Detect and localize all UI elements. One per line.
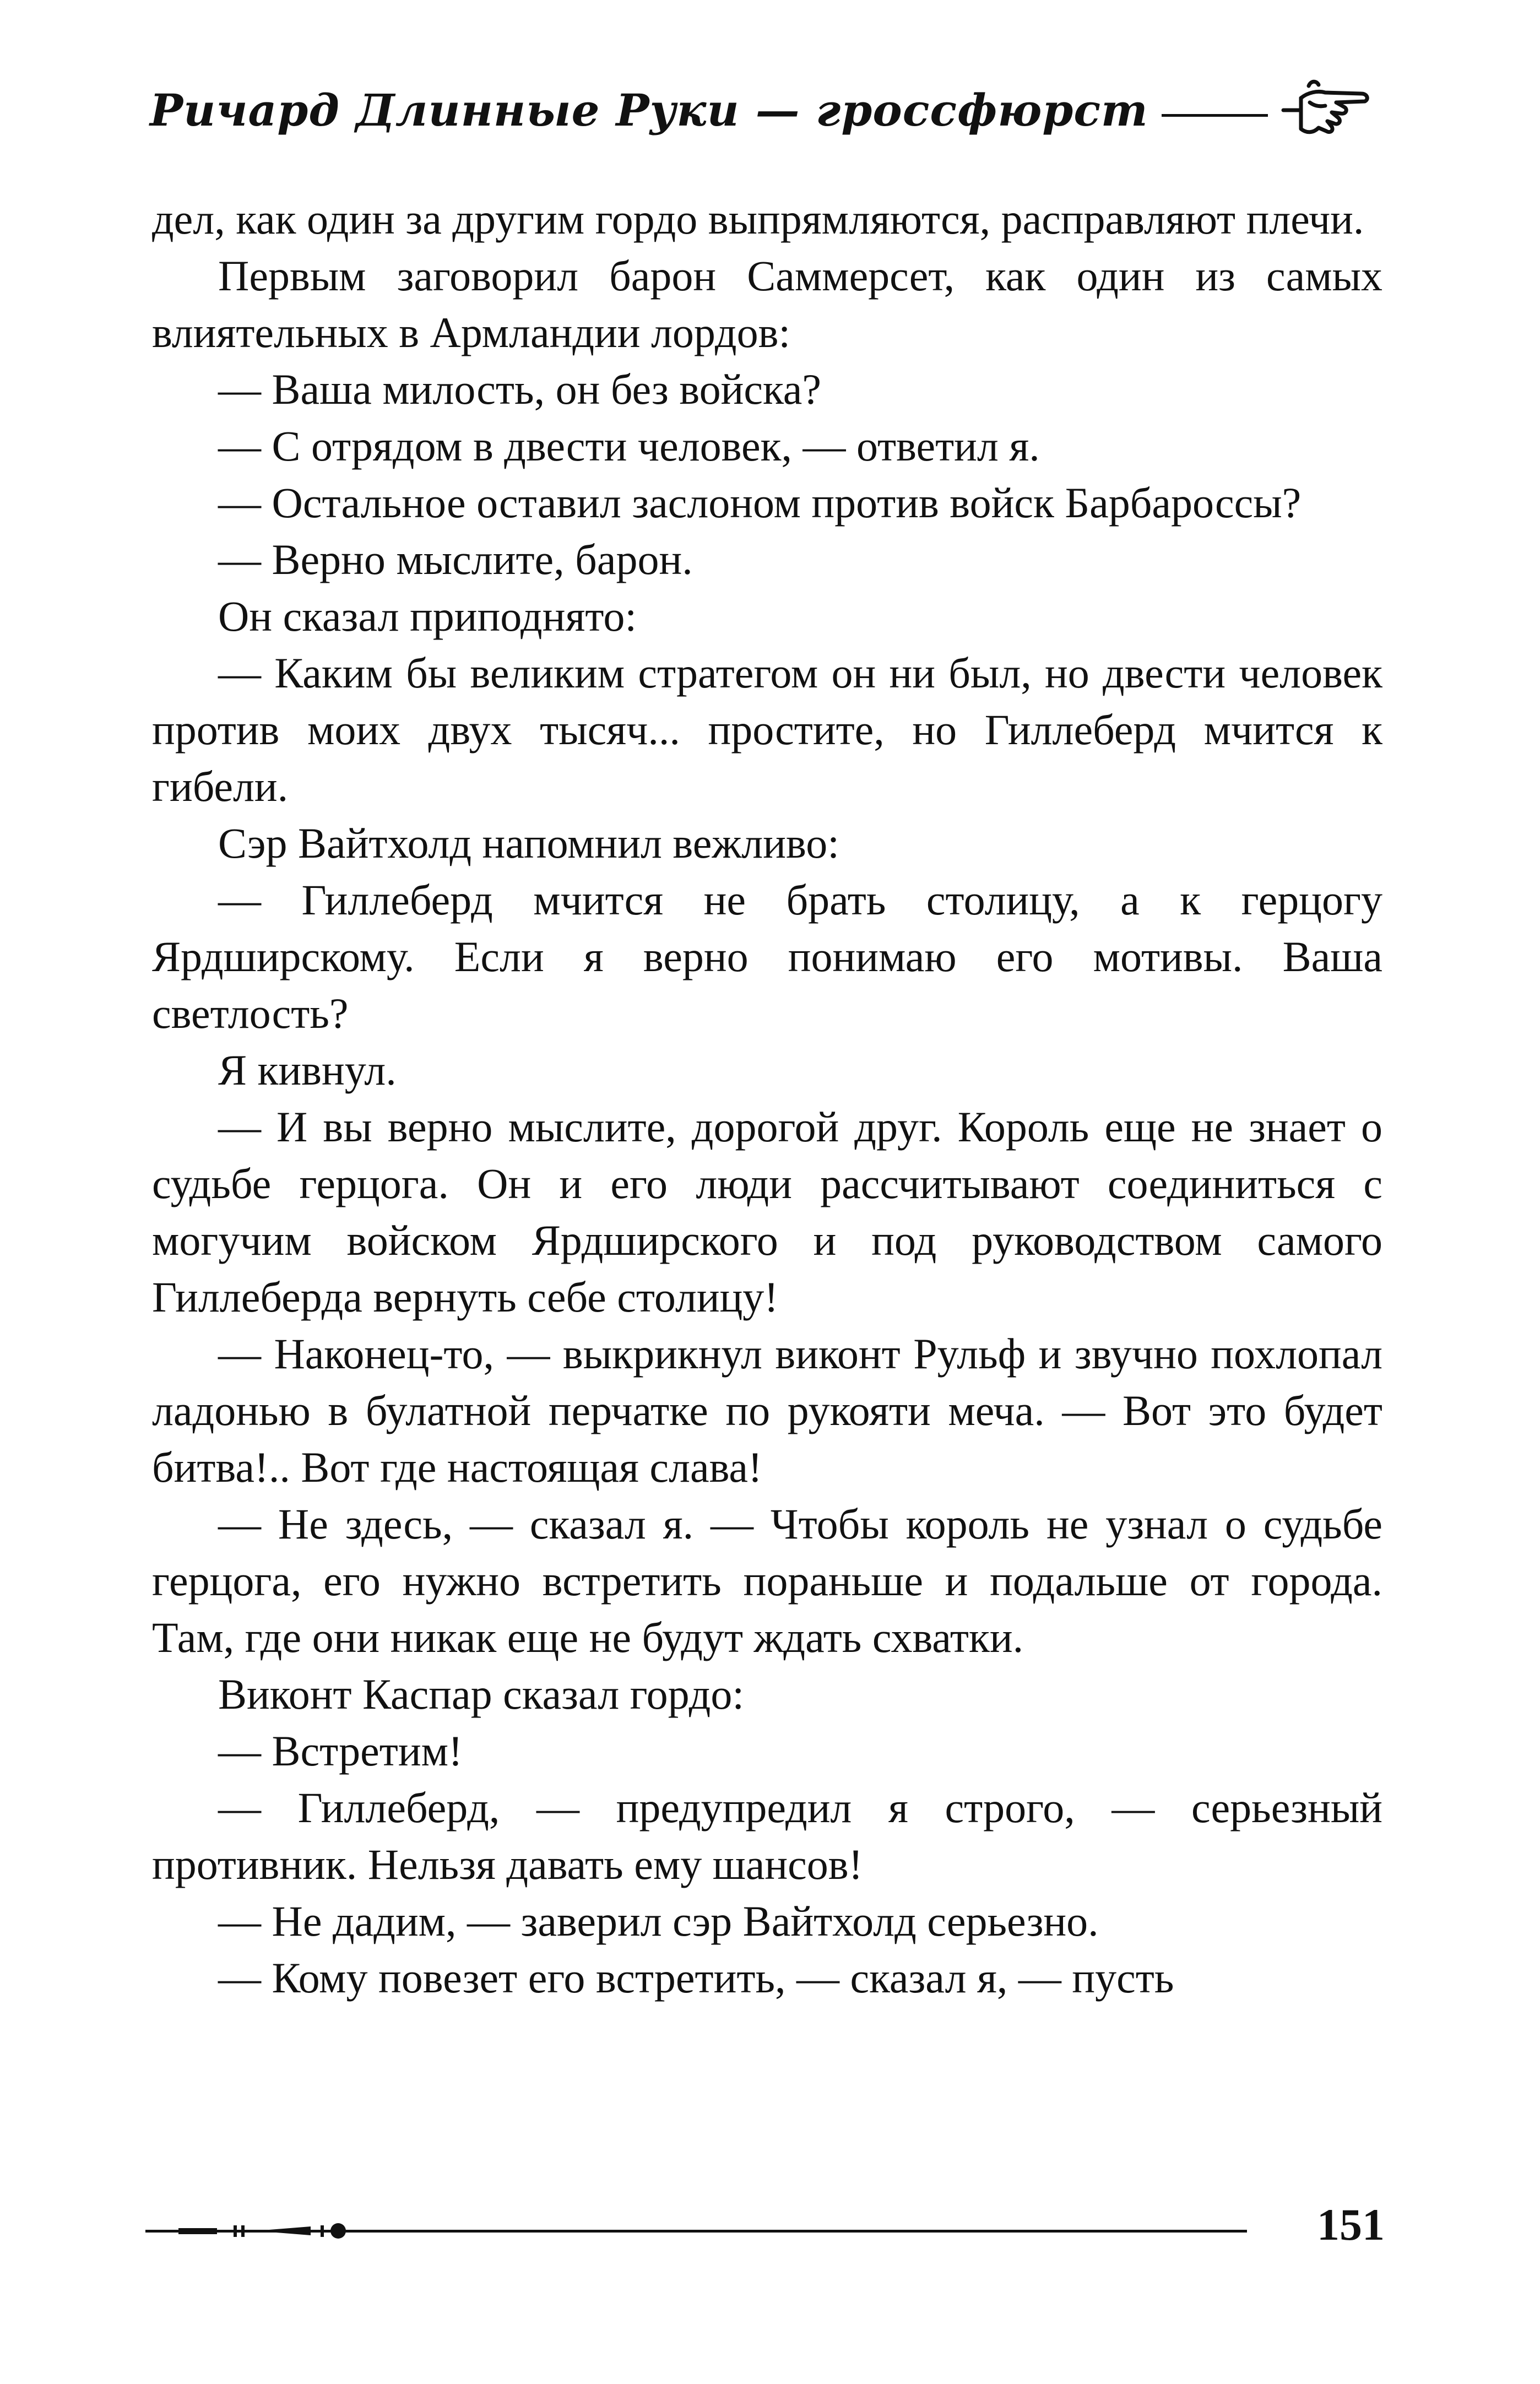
paragraph: Первым заговорил барон Саммерсет, как один из самых влиятельных в Армландии лордов: — [152, 252, 1382, 356]
running-header — [150, 71, 1384, 142]
page-number: 151 — [1317, 2199, 1385, 2250]
paragraph: — Ваша милость, он без войска? — [218, 365, 821, 413]
running-title: Ричард Длинные Руки — гроссфюрст — [150, 84, 1148, 136]
paragraph: — Верно мыслите, барон. — [218, 535, 693, 583]
paragraph: — Не дадим, — заверил сэр Вайтхолд серьезно. — [218, 1897, 1099, 1945]
paragraph: — Гиллеберд мчится не брать столицу, а к герцогу Ярдширскому. Если я верно понимаю его мотивы. Ваша светлость? — [152, 876, 1382, 1037]
paragraph: — Гиллеберд, — предупредил я строго, — серьезный противник. Нельзя давать ему шансов! — [152, 1784, 1382, 1888]
paragraph: — Остальное оставил заслоном против войск Барбароссы? — [218, 479, 1302, 527]
paragraph: Он сказал приподнято: — [218, 592, 637, 640]
header-rule — [1162, 114, 1268, 117]
paragraph: Сэр Вайтхолд напомнил вежливо: — [218, 819, 839, 867]
paragraph: Виконт Каспар сказал гордо: — [218, 1670, 745, 1718]
body-text — [152, 191, 1382, 2196]
pointing-hand-icon — [1279, 76, 1384, 142]
paragraph: Я кивнул. — [218, 1046, 397, 1094]
paragraph: — Каким бы великим стратегом он ни был, но двести человек против моих двух тысяч... простите, но Гиллеберд мчится к гибели. — [152, 649, 1382, 810]
paragraph: — С отрядом в двести человек, — ответил я. — [218, 422, 1040, 470]
paragraph: — Наконец-то, — выкрикнул виконт Рульф и звучно похлопал ладонью в булатной перчатке по рукояти меча. — Вот это будет битва!.. Вот где настоящая слава! — [152, 1330, 1382, 1491]
paragraph: — Встретим! — [218, 1727, 463, 1775]
paragraph: — Не здесь, — сказал я. — Чтобы король не узнал о судьбе герцога, его нужно встретить пораньше и подальше от города. Там, где они никак еще не будут ждать схватки. — [152, 1500, 1382, 1661]
page-footer — [145, 2198, 1385, 2264]
paragraph: дел, как один за другим гордо выпрямляются, расправляют плечи. — [152, 195, 1364, 243]
paragraph: — Кому повезет его встретить, — сказал я, — пусть — [218, 1954, 1174, 2002]
arrow-rule-ornament-icon — [145, 2220, 1247, 2242]
paragraph: — И вы верно мыслите, дорогой друг. Король еще не знает о судьбе герцога. Он и его люди рассчитывают соединиться с могучим войском Ярдширского и под руководством самого Гиллеберда вернуть себе столицу! — [152, 1103, 1382, 1321]
